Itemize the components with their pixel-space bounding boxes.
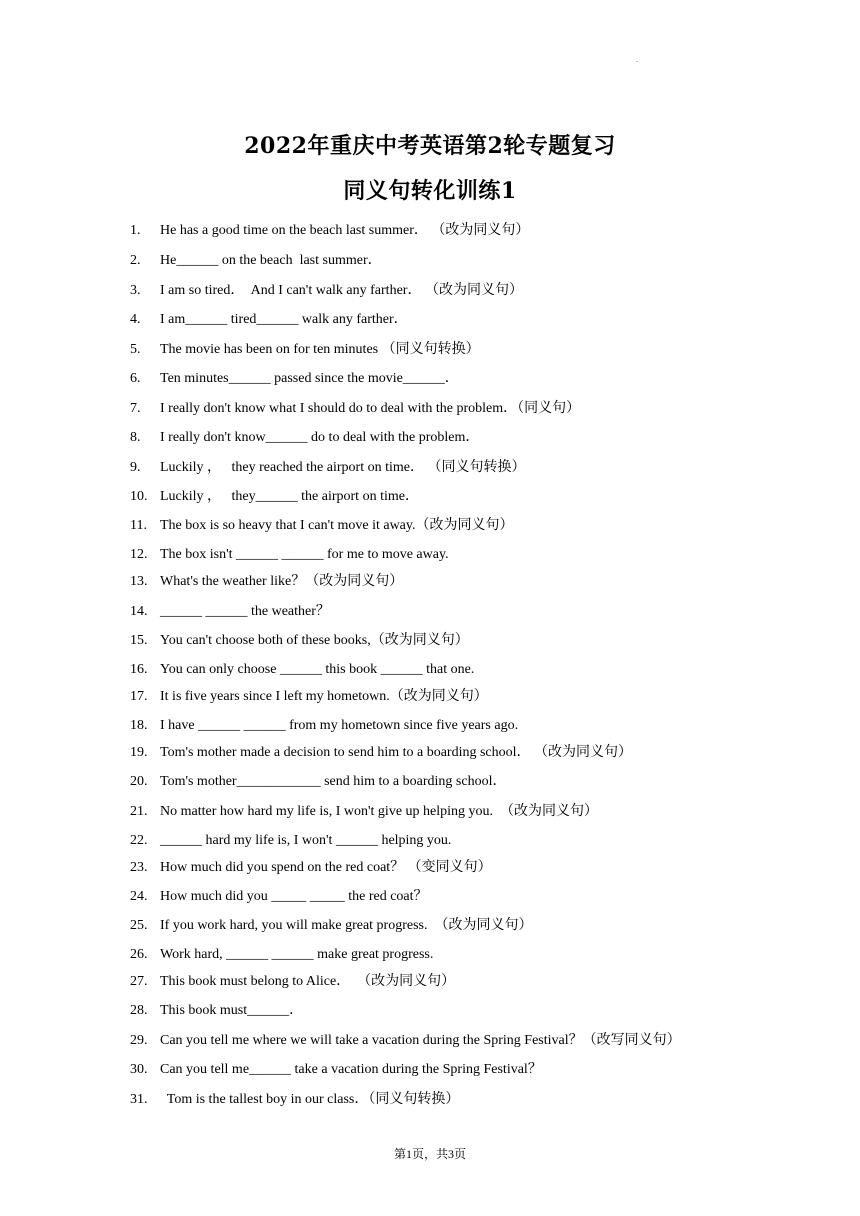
exercise-number: 21. bbox=[130, 804, 148, 819]
page-subtitle: 同义句转化训练1 bbox=[343, 178, 517, 204]
exercise-number: 17. bbox=[130, 689, 148, 704]
exercise-number: 24. bbox=[130, 889, 148, 904]
exercise-item bbox=[0, 743, 860, 763]
exercise-text: This book must______． bbox=[160, 1003, 304, 1018]
exercise-item bbox=[0, 1060, 860, 1080]
exercise-number: 9. bbox=[130, 460, 141, 475]
exercise-number: 19. bbox=[130, 745, 148, 760]
exercise-text: You can't choose both of these books,（改为同义句） bbox=[160, 633, 469, 648]
exercise-item bbox=[0, 1031, 860, 1051]
exercise-number: 27. bbox=[130, 974, 148, 989]
exercise-item bbox=[0, 660, 860, 680]
exercise-text: The box is so heavy that I can't move it away.（改为同义句） bbox=[160, 518, 514, 533]
exercise-text: Ten minutes______ passed since the movie______． bbox=[160, 371, 459, 386]
exercise-item bbox=[0, 1001, 860, 1021]
exercise-number: 1. bbox=[130, 223, 141, 238]
exercise-item bbox=[0, 399, 860, 419]
exercise-text: Luckily ， they reached the airport on time． （同义句转换） bbox=[160, 460, 526, 475]
exercise-number: 30. bbox=[130, 1062, 148, 1077]
exercise-item bbox=[0, 428, 860, 448]
exercise-number: 11. bbox=[130, 518, 147, 533]
exercise-item bbox=[0, 716, 860, 736]
exercise-number: 13. bbox=[130, 574, 148, 589]
exercise-text: The box isn't ______ ______ for me to move away. bbox=[160, 547, 449, 562]
exercise-text: What's the weather like？（改为同义句） bbox=[160, 574, 404, 589]
exercise-item bbox=[0, 945, 860, 965]
exercise-item bbox=[0, 802, 860, 822]
exercise-text: I have ______ ______ from my hometown since five years ago. bbox=[160, 718, 519, 733]
exercise-item bbox=[0, 831, 860, 851]
exercise-number: 15. bbox=[130, 633, 148, 648]
exercise-item bbox=[0, 310, 860, 330]
exercise-number: 3. bbox=[130, 283, 141, 298]
exercise-text: How much did you spend on the red coat？ （变同义句） bbox=[160, 860, 492, 875]
exercise-text: Work hard, ______ ______ make great progress. bbox=[160, 947, 434, 962]
exercise-number: 18. bbox=[130, 718, 148, 733]
exercise-text: Tom's mother made a decision to send him to a boarding school． （改为同义句） bbox=[160, 745, 633, 760]
exercise-number: 25. bbox=[130, 918, 148, 933]
exercise-number: 12. bbox=[130, 547, 148, 562]
exercise-item bbox=[0, 516, 860, 536]
exercise-text: Tom is the tallest boy in our class．（同义句转换） bbox=[160, 1092, 460, 1107]
exercise-item bbox=[0, 487, 860, 507]
exercise-number: 5. bbox=[130, 342, 141, 357]
exercise-number: 26. bbox=[130, 947, 148, 962]
exercise-item bbox=[0, 858, 860, 878]
exercise-item bbox=[0, 251, 860, 271]
exercise-item bbox=[0, 602, 860, 622]
exercise-text: Can you tell me where we will take a vacation during the Spring Festival？（改写同义句） bbox=[160, 1033, 681, 1048]
exercise-text: Luckily ， they______ the airport on time． bbox=[160, 489, 419, 504]
exercise-item bbox=[0, 1090, 860, 1110]
exercise-text: He______ on the beach last summer． bbox=[160, 253, 382, 268]
exercise-text: This book must belong to Alice． （改为同义句） bbox=[160, 974, 456, 989]
exercise-text: It is five years since I left my hometown.（改为同义句） bbox=[160, 689, 488, 704]
exercise-item bbox=[0, 972, 860, 992]
exercise-item bbox=[0, 281, 860, 301]
exercise-text: I am______ tired______ walk any farther． bbox=[160, 312, 408, 327]
exercise-number: 8. bbox=[130, 430, 141, 445]
exercise-text: ______ ______ the weather？ bbox=[160, 604, 330, 619]
exercise-number: 23. bbox=[130, 860, 148, 875]
exercise-item bbox=[0, 545, 860, 565]
exercise-item bbox=[0, 631, 860, 651]
exercise-number: 31. bbox=[130, 1092, 148, 1107]
exercise-number: 20. bbox=[130, 774, 148, 789]
exercise-number: 7. bbox=[130, 401, 141, 416]
exercise-number: 6. bbox=[130, 371, 141, 386]
exercise-number: 2. bbox=[130, 253, 141, 268]
exercise-text: If you work hard, you will make great progress. （改为同义句） bbox=[160, 918, 533, 933]
exercise-text: ______ hard my life is, I won't ______ helping you. bbox=[160, 833, 452, 848]
exercise-item bbox=[0, 221, 860, 241]
exercise-text: I really don't know______ do to deal with the problem． bbox=[160, 430, 480, 445]
exercise-number: 28. bbox=[130, 1003, 148, 1018]
exercise-text: I am so tired． And I can't walk any farther． （改为同义句） bbox=[160, 283, 523, 298]
exercise-number: 10. bbox=[130, 489, 148, 504]
exercise-number: 16. bbox=[130, 662, 148, 677]
exercise-number: 22. bbox=[130, 833, 148, 848]
page-title: 2022年重庆中考英语第2轮专题复习 bbox=[244, 133, 616, 159]
exercise-text: I really don't know what I should do to deal with the problem．（同义句） bbox=[160, 401, 581, 416]
exercise-item bbox=[0, 687, 860, 707]
exercise-item bbox=[0, 887, 860, 907]
page-footer: 第1页，共3页 bbox=[393, 1147, 466, 1161]
exercise-item bbox=[0, 916, 860, 936]
exercise-text: How much did you _____ _____ the red coat？ bbox=[160, 889, 428, 904]
exercise-item bbox=[0, 369, 860, 389]
exercise-text: He has a good time on the beach last summer． （改为同义句） bbox=[160, 223, 530, 238]
exercise-number: 14. bbox=[130, 604, 148, 619]
corner-mark: . bbox=[636, 55, 638, 64]
exercise-number: 29. bbox=[130, 1033, 148, 1048]
exercise-item bbox=[0, 340, 860, 360]
exercise-text: You can only choose ______ this book ______ that one. bbox=[160, 662, 475, 677]
exercise-text: Can you tell me______ take a vacation during the Spring Festival？ bbox=[160, 1062, 542, 1077]
exercise-number: 4. bbox=[130, 312, 141, 327]
exercise-text: The movie has been on for ten minutes （同义句转换） bbox=[160, 342, 480, 357]
exercise-item bbox=[0, 572, 860, 592]
exercise-text: Tom's mother____________ send him to a boarding school． bbox=[160, 774, 507, 789]
exercise-text: No matter how hard my life is, I won't give up helping you. （改为同义句） bbox=[160, 804, 599, 819]
exercise-item bbox=[0, 458, 860, 478]
exercise-item bbox=[0, 772, 860, 792]
